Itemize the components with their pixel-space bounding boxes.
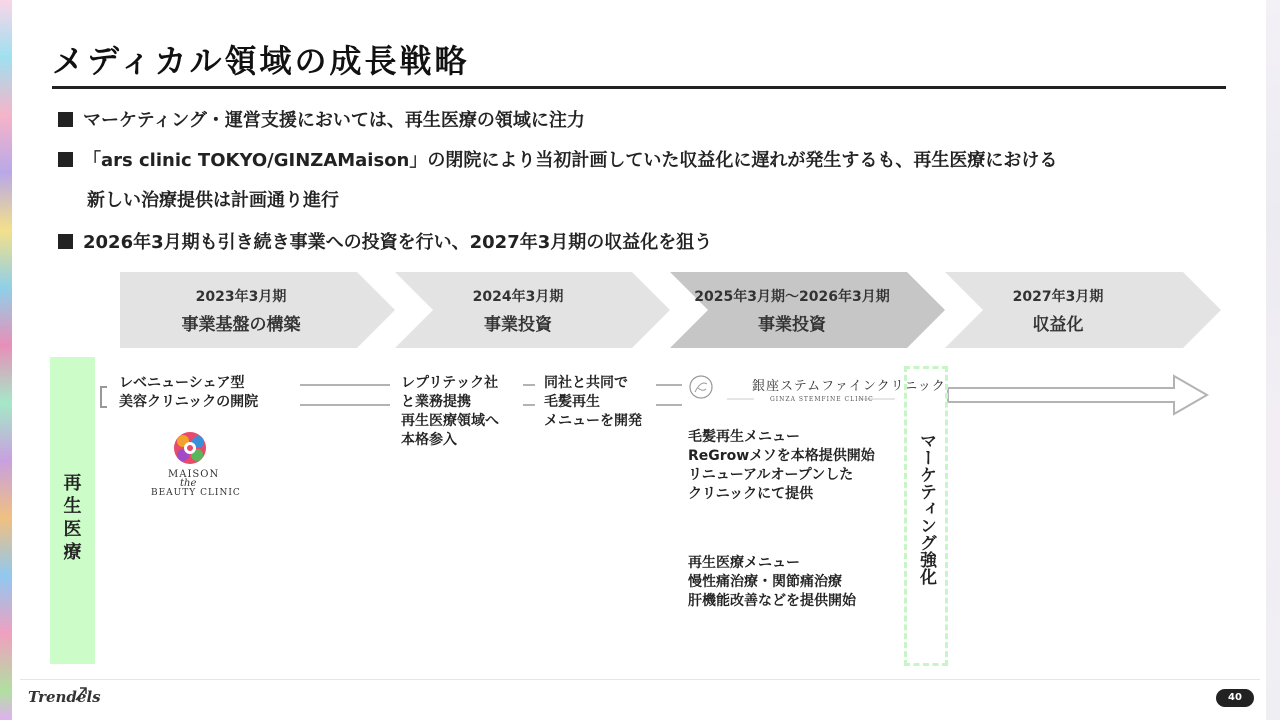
footer-divider: [20, 679, 1260, 680]
marketing-label: マーケティング強化: [916, 432, 936, 585]
step-1-line: レベニューシェア型: [119, 375, 245, 391]
phase-period: 2027年3月期: [1012, 289, 1104, 305]
phase-name: 事業投資: [758, 315, 826, 335]
maison-logo-text: MAISON: [168, 469, 220, 480]
step-2-line: 本格参入: [401, 432, 457, 448]
phase-name: 事業投資: [484, 315, 552, 335]
clinic-emblem-icon: [690, 376, 712, 398]
bullet-2-continuation: 新しい治療提供は計画通り進行: [87, 190, 339, 211]
step-2: [401, 374, 499, 450]
step-4-line: リニューアルオープンした: [688, 467, 854, 483]
phase-name: 事業基盤の構築: [181, 315, 301, 335]
step-2-line: 再生医療領域へ: [401, 413, 499, 429]
phase-4-label: [943, 286, 1173, 335]
phase-1-label: [126, 286, 356, 335]
phase-3-label: [677, 286, 907, 335]
phase-period: 2025年3月期～2026年3月期: [694, 289, 890, 305]
step-3: [544, 374, 642, 431]
step-4: [688, 428, 875, 504]
step-3-line: 同社と共同で: [544, 375, 628, 391]
step-1: [119, 374, 258, 412]
step-5: [688, 554, 856, 611]
phase-period: 2024年3月期: [472, 289, 564, 305]
bullet-1-text: マーケティング・運営支援においては、再生医療の領域に注力: [83, 110, 585, 131]
phase-2-label: [403, 286, 633, 335]
row-label: [50, 472, 95, 564]
clinic-logo-name: 銀座ステムファインクリニック: [752, 379, 946, 394]
step-1-line: 美容クリニックの開院: [119, 394, 259, 410]
phase-name: 収益化: [1032, 315, 1084, 335]
bracket-left: [101, 387, 107, 407]
step-5-line: 慢性痛治療・関節痛治療: [688, 574, 842, 590]
company-logo: Trendels: [28, 688, 101, 706]
growth-arrow: [948, 376, 1207, 414]
page-title: メディカル領域の成長戦略: [52, 42, 470, 80]
step-3-line: メニューを開発: [544, 413, 642, 429]
step-4-line: 毛髪再生メニュー: [688, 429, 800, 445]
page-number: 40: [1216, 689, 1254, 707]
phase-period: 2023年3月期: [195, 289, 287, 305]
bullet-3-text: 2026年3月期も引き続き事業への投資を行い、2027年3月期の収益化を狙う: [83, 232, 713, 253]
row-label-text: 再生医療: [63, 473, 82, 563]
step-5-line: 再生医療メニュー: [688, 555, 800, 571]
step-5-line: 肝機能改善などを提供開始: [688, 593, 856, 609]
step-3-line: 毛髪再生: [544, 394, 600, 410]
maison-logo-text: the: [180, 478, 197, 489]
step-2-line: と業務提携: [401, 394, 471, 410]
maison-logo-text: BEAUTY CLINIC: [151, 488, 241, 498]
step-4-line: クリニックにて提供: [688, 486, 814, 502]
step-2-line: レプリテック社: [401, 375, 499, 391]
step-4-line: ReGrowメソを本格提供開始: [688, 448, 875, 464]
maison-rose-icon: [174, 432, 206, 464]
clinic-logo-sub: GINZA STEMFINE CLINIC: [770, 396, 874, 403]
bullet-2-text: 「ars clinic TOKYO/GINZAMaison」の閉院により当初計画していた収益化に遅れが発生するも、再生医療における: [83, 150, 1058, 171]
